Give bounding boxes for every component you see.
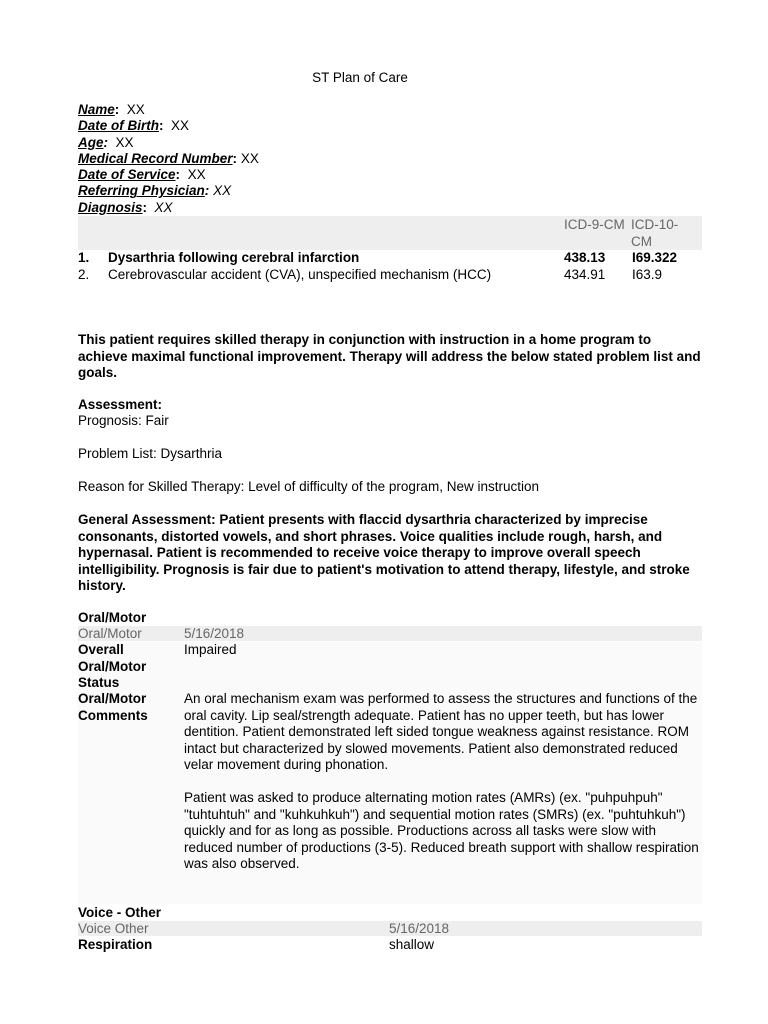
diagnosis-description: Cerebrovascular accident (CVA), unspecified mechanism (HCC) [108,267,492,282]
diagnosis-table-header [78,216,702,250]
icd10-column-header: ICD-10-CM [631,217,679,249]
icd9-column-header: ICD-9-CM [564,217,625,232]
voice-other-heading: Voice - Other [78,905,162,920]
diagnosis-label: Diagnosis [78,199,143,215]
age-label: Age [78,134,104,150]
prognosis-text: Prognosis: Fair [78,413,169,428]
mrn-value: XX [240,150,259,166]
voice-other-column-label: Voice Other [78,921,149,936]
diagnosis-icd10-code: I63.9 [632,267,663,282]
oral-motor-column-row [78,626,702,641]
assessment-heading: Assessment: [78,397,163,412]
dos-value: XX [187,167,206,183]
oral-motor-section [78,642,702,904]
diagnosis-number: 2. [78,267,90,282]
name-value: XX [126,102,145,117]
oral-motor-comments-label: Oral/Motor Comments [78,691,148,723]
oral-motor-comments-paragraph-1: An oral mechanism exam was performed to assess the structures and functions of the oral cavity. Lip seal/strength adequate. Patient has no upper teeth, but has lower dentition. Patient demonstrated left sided tongue weakness against resistance. ROM intact but characterized by slowed movements. Patient also demonstrated reduced velar movement during phonation. [184,691,698,772]
problem-list-text: Problem List: Dysarthria [78,446,223,461]
referring-physician-label: Referring Physician [78,183,205,199]
oral-motor-column-label: Oral/Motor [78,626,142,641]
patient-header: Name: XX Date of Birth: XX Age: XX Medical Record Number: XX Date of Service: XX Referring Physician: XX Diagnosis: XX [78,102,259,215]
name-label: Name [78,102,115,117]
diagnosis-row [78,267,702,284]
oral-motor-column-date: 5/16/2018 [184,626,245,641]
diagnosis-description: Dysarthria following cerebral infarction [108,250,360,265]
diagnosis-icd10-code: I69.322 [632,250,678,265]
dos-label: Date of Service [78,167,176,183]
voice-other-column-row [78,921,702,936]
referring-physician-value: XX [213,183,232,199]
overall-status-label: Overall Oral/Motor Status [78,642,147,690]
dob-label: Date of Birth [78,118,159,134]
respiration-label: Respiration [78,937,153,952]
diagnosis-value: XX [154,199,173,215]
mrn-label: Medical Record Number [78,150,233,166]
respiration-value: shallow [389,937,435,952]
diagnosis-icd9-code: 438.13 [564,250,606,265]
intro-statement: This patient requires skilled therapy in conjunction with instruction in a home program to achieve maximal functional improvement. Therapy will address the below stated problem list and goals. [78,332,701,380]
oral-motor-heading: Oral/Motor [78,610,147,625]
general-assessment-text: General Assessment: Patient presents with flaccid dysarthria characterized by imprecise consonants, distorted vowels, and short phrases. Voice qualities include rough, harsh, and hypernasal. Patient is recommended to receive voice therapy to improve overall speech intelligibility. Prognosis is fair due to patient's motivation to attend therapy, lifestyle, and stroke history. [78,512,690,593]
voice-other-column-date: 5/16/2018 [389,921,450,936]
dob-value: XX [171,118,190,134]
diagnosis-number: 1. [78,250,90,265]
reason-text: Reason for Skilled Therapy: Level of difficulty of the program, New instruction [78,479,539,494]
oral-motor-comments-paragraph-2: Patient was asked to produce alternating motion rates (AMRs) (ex. "puhpuhpuh" "tuhtuhtuh" and "kuhkuhkuh") and sequential motion rates (SMRs) (ex. "puhtuhkuh") quickly and for as long as possible. Productions across all tasks were slow with reduced number of productions (3-5). Reduced breath support with shallow respiration was also observed. [184,790,699,871]
diagnosis-row [78,250,702,267]
age-value: XX [115,134,134,150]
page-title: ST Plan of Care [312,70,408,85]
diagnosis-icd9-code: 434.91 [564,267,606,282]
overall-status-value: Impaired [184,642,237,657]
